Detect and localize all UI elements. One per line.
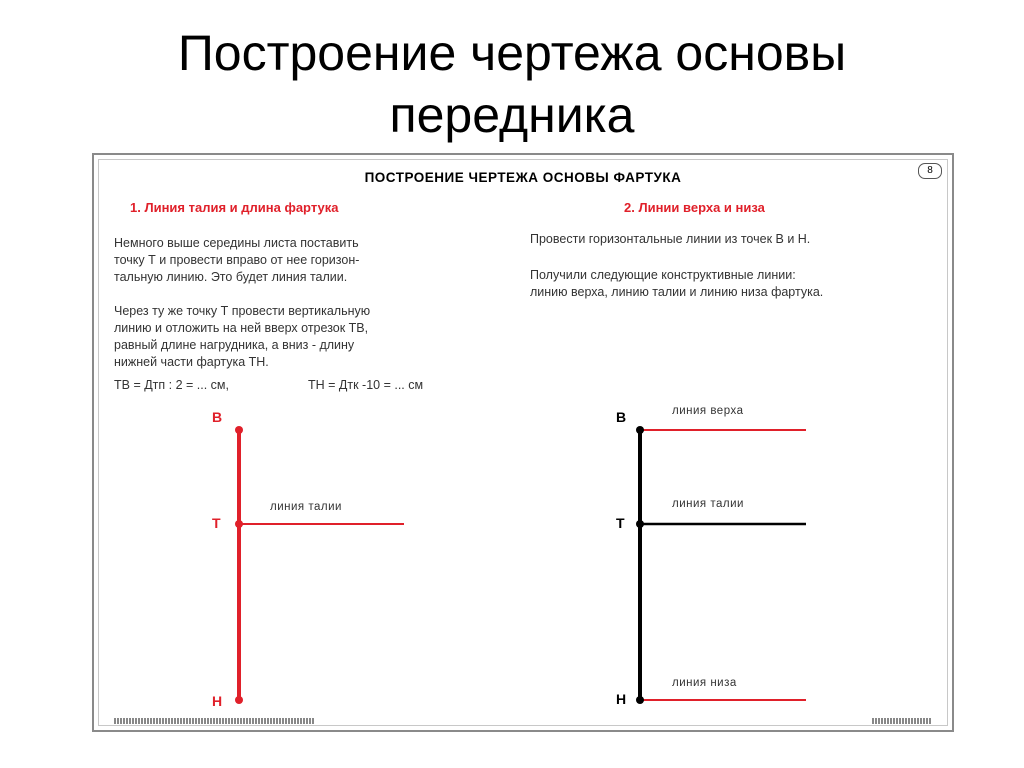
- right-point-bottom-label: Н: [616, 691, 627, 707]
- right-point-mid-dot: [636, 520, 644, 528]
- drawing-sheet: [92, 153, 954, 732]
- right-paragraph-1: Провести горизонтальные линии из точек В и Н.: [530, 232, 811, 246]
- left-heading: 1. Линия талия и длина фартука: [130, 200, 339, 215]
- slide-title-line1: Построение чертежа основы: [177, 25, 847, 81]
- right-waist-line-label: линия талии: [672, 498, 744, 510]
- left-point-top-dot: [235, 426, 243, 434]
- right-point-top-dot: [636, 426, 644, 434]
- left-paragraph-2: Через ту же точку Т провести вертикальную линию и отложить на ней вверх отрезок ТВ, равный длине нагрудника, а вниз - длину нижней части фартука ТН.: [114, 304, 371, 369]
- left-paragraph-1: Немного выше середины листа поставить точку Т и провести вправо от нее горизон- тальную линию. Это будет линия талии.: [114, 236, 360, 284]
- left-point-bottom-dot: [235, 696, 243, 704]
- sheet-title: ПОСТРОЕНИЕ ЧЕРТЕЖА ОСНОВЫ ФАРТУКА: [364, 170, 682, 185]
- footer-bar-left: [114, 718, 314, 724]
- sheet-number: 8: [918, 163, 942, 179]
- left-point-bottom-label: Н: [212, 693, 223, 709]
- right-heading: 2. Линии верха и низа: [624, 200, 765, 215]
- right-paragraph-2: Получили следующие конструктивные линии: линию верха, линию талии и линию низа фартука.: [530, 268, 824, 299]
- right-top-line-label: линия верха: [672, 405, 744, 417]
- left-waist-line-label: линия талии: [270, 501, 342, 513]
- drawing-diagram: [94, 155, 956, 734]
- left-point-mid-label: Т: [212, 515, 221, 531]
- footer-bar-right: [872, 718, 932, 724]
- right-point-top-label: В: [616, 409, 627, 425]
- left-point-mid-dot: [235, 520, 243, 528]
- slide-title: [0, 22, 1024, 146]
- right-point-bottom-dot: [636, 696, 644, 704]
- left-formula-2: ТН = Дтк -10 = ... см: [308, 378, 424, 392]
- slide-title-line2: передника: [389, 87, 635, 143]
- right-bottom-line-label: линия низа: [672, 677, 737, 689]
- right-point-mid-label: Т: [616, 515, 625, 531]
- left-point-top-label: В: [212, 409, 223, 425]
- left-formula-1: ТВ = Дтп : 2 = ... см,: [114, 378, 230, 392]
